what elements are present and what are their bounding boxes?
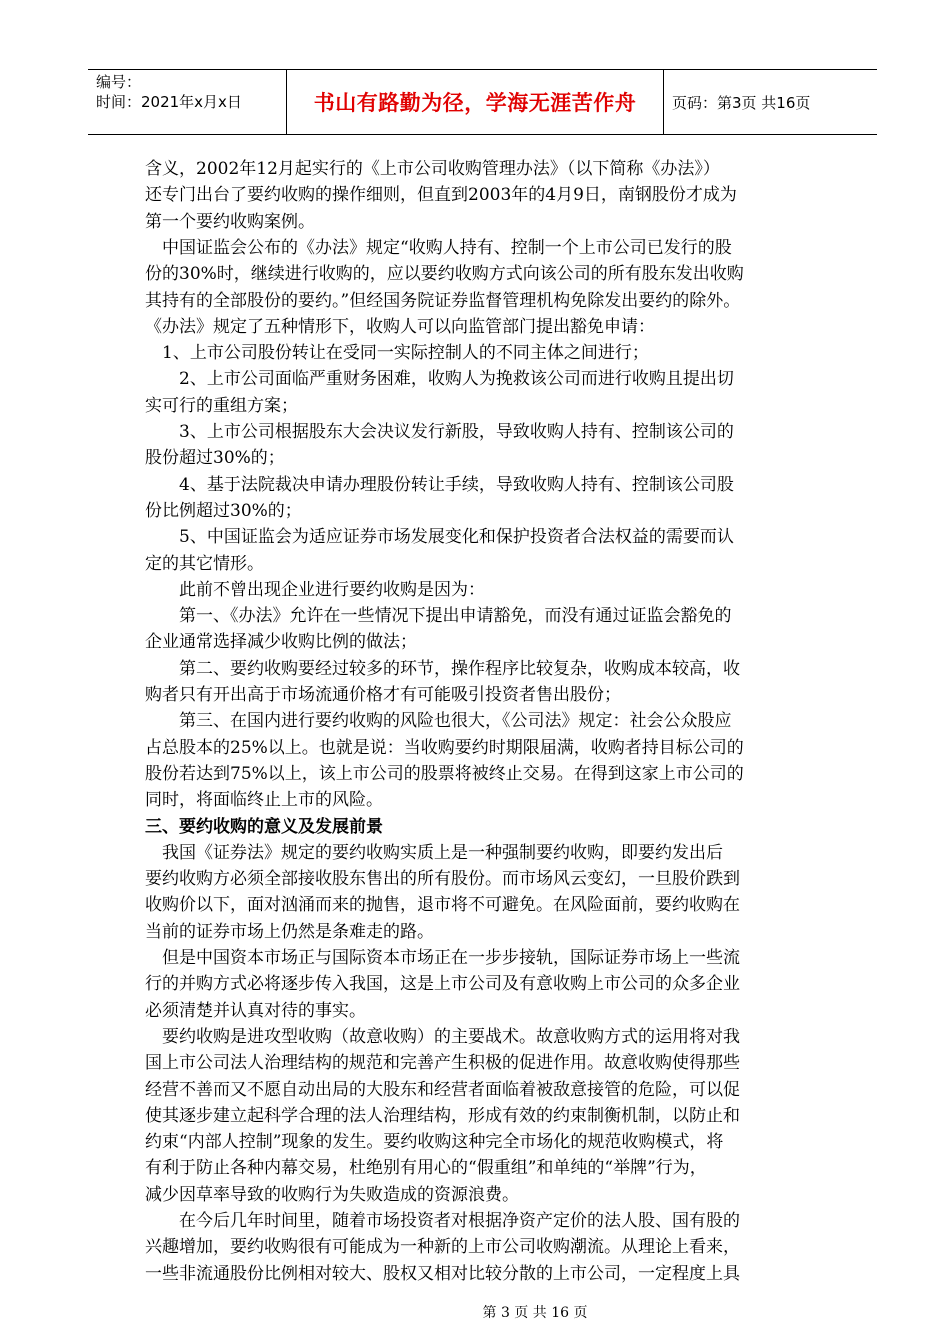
text-line: 1、上市公司股份转让在受同一实际控制人的不同主体之间进行； <box>145 343 649 364</box>
text-line: 要约收购是进攻型收购（故意收购）的主要战术。故意收购方式的运用将对我 <box>145 1026 740 1047</box>
text-line: 3、上市公司根据股东大会决议发行新股，导致收购人持有、控制该公司的 <box>145 422 734 442</box>
text-line: 份比例超过30%的； <box>145 500 302 521</box>
text-line: 份的30%时，继续进行收购的，应以要约收购方式向该公司的所有股东发出收购 <box>145 264 744 285</box>
text-line: 股份超过30%的； <box>145 448 285 469</box>
text-line: 我国《证券法》规定的要约收购实质上是一种强制要约收购，即要约发出后 <box>145 842 723 863</box>
text-line: 同时，将面临终止上市的风险。 <box>145 790 383 811</box>
text-line: 收购价以下，面对汹涌而来的抛售，退市将不可避免。在风险面前，要约收购在 <box>145 895 740 916</box>
text-line: 但是中国资本市场正与国际资本市场正在一步步接轨，国际证券市场上一些流 <box>145 948 740 968</box>
text-line: 中国证监会公布的《办法》规定“收购人持有、控制一个上市公司已发行的股 <box>145 237 732 258</box>
text-line: 使其逐步建立起科学合理的法人治理结构，形成有效的约束制衡机制，以防止和 <box>145 1105 740 1126</box>
text-line: 股份若达到75%以上，该上市公司的股票将被终止交易。在得到这家上市公司的 <box>145 763 744 784</box>
page-header <box>88 69 877 135</box>
text-line: 当前的证券市场上仍然是条难走的路。 <box>145 921 434 942</box>
text-line: 经营不善而又不愿自动出局的大股东和经营者面临着被敌意接管的危险，可以促 <box>145 1079 740 1100</box>
text-line: 一些非流通股份比例相对较大、股权又相对比较分散的上市公司，一定程度上具 <box>145 1263 740 1284</box>
header-page-info: 页码：第3页 共16页 <box>672 93 811 112</box>
footer-page-number: 第 3 页 共 16 页 <box>482 1305 588 1321</box>
header-number: 编号： <box>96 73 142 91</box>
header-time: 时间：2021年x月x日 <box>96 93 242 111</box>
text-line: 定的其它情形。 <box>145 553 264 574</box>
text-line: 国上市公司法人治理结构的规范和完善产生积极的促进作用。故意收购使得那些 <box>145 1053 740 1074</box>
text-line: 实可行的重组方案； <box>145 395 298 416</box>
text-line: 购者只有开出高于市场流通价格才有可能吸引投资者售出股份； <box>145 685 621 705</box>
text-line: 还专门出台了要约收购的操作细则，但直到2003年的4月9日，南钢股份才成为 <box>145 185 737 206</box>
text-line: 2、上市公司面临严重财务困难，收购人为挽救该公司而进行收购且提出切 <box>145 369 734 390</box>
text-line: 必须清楚并认真对待的事实。 <box>145 1000 366 1021</box>
header-meta <box>88 70 286 134</box>
text-line: 《办法》规定了五种情形下，收购人可以向监管部门提出豁免申请： <box>145 316 655 337</box>
text-line: 三、要约收购的意义及发展前景 <box>145 816 383 837</box>
text-line: 有利于防止各种内幕交易，杜绝别有用心的“假重组”和单纯的“举牌”行为， <box>145 1158 707 1179</box>
text-line: 约束“内部人控制”现象的发生。要约收购这种完全市场化的规范收购模式，将 <box>145 1132 724 1153</box>
text-line: 企业通常选择减少收购比例的做法； <box>145 632 417 653</box>
header-motto-cell <box>286 70 664 134</box>
text-line: 第一个要约收购案例。 <box>145 211 315 232</box>
text-line: 其持有的全部股份的要约。”但经国务院证券监督管理机构免除发出要约的除外。 <box>145 290 741 311</box>
text-line: 要约收购方必须全部接收股东售出的所有股份。而市场风云变幻，一旦股价跌到 <box>145 869 740 890</box>
text-line: 第三、在国内进行要约收购的风险也很大，《公司法》规定：社会公众股应 <box>145 711 732 732</box>
text-line: 此前不曾出现企业进行要约收购是因为： <box>145 579 485 600</box>
text-line: 行的并购方式必将逐步传入我国，这是上市公司及有意收购上市公司的众多企业 <box>145 974 740 995</box>
page-footer <box>0 1302 950 1322</box>
text-line: 5、中国证监会为适应证券市场发展变化和保护投资者合法权益的需要而认 <box>145 527 734 548</box>
header-motto: 书山有路勤为径，学海无涯苦作舟 <box>313 91 637 115</box>
text-line: 第一、《办法》允许在一些情况下提出申请豁免，而没有通过证监会豁免的 <box>145 606 732 627</box>
text-line: 占总股本的25%以上。也就是说：当收购要约时期限届满，收购者持目标公司的 <box>145 737 744 758</box>
text-line: 第二、要约收购要经过较多的环节，操作程序比较复杂，收购成本较高，收 <box>145 658 740 679</box>
text-line: 在今后几年时间里，随着市场投资者对根据净资产定价的法人股、国有股的 <box>145 1211 740 1231</box>
text-line: 兴趣增加，要约收购很有可能成为一种新的上市公司收购潮流。从理论上看来， <box>145 1237 740 1258</box>
text-line: 含义，2002年12月起实行的《上市公司收购管理办法》（以下简称《办法》） <box>145 159 720 179</box>
text-line: 4、基于法院裁决申请办理股份转让手续，导致收购人持有、控制该公司股 <box>145 474 734 495</box>
text-line: 减少因草率导致的收购行为失败造成的资源浪费。 <box>145 1184 519 1205</box>
